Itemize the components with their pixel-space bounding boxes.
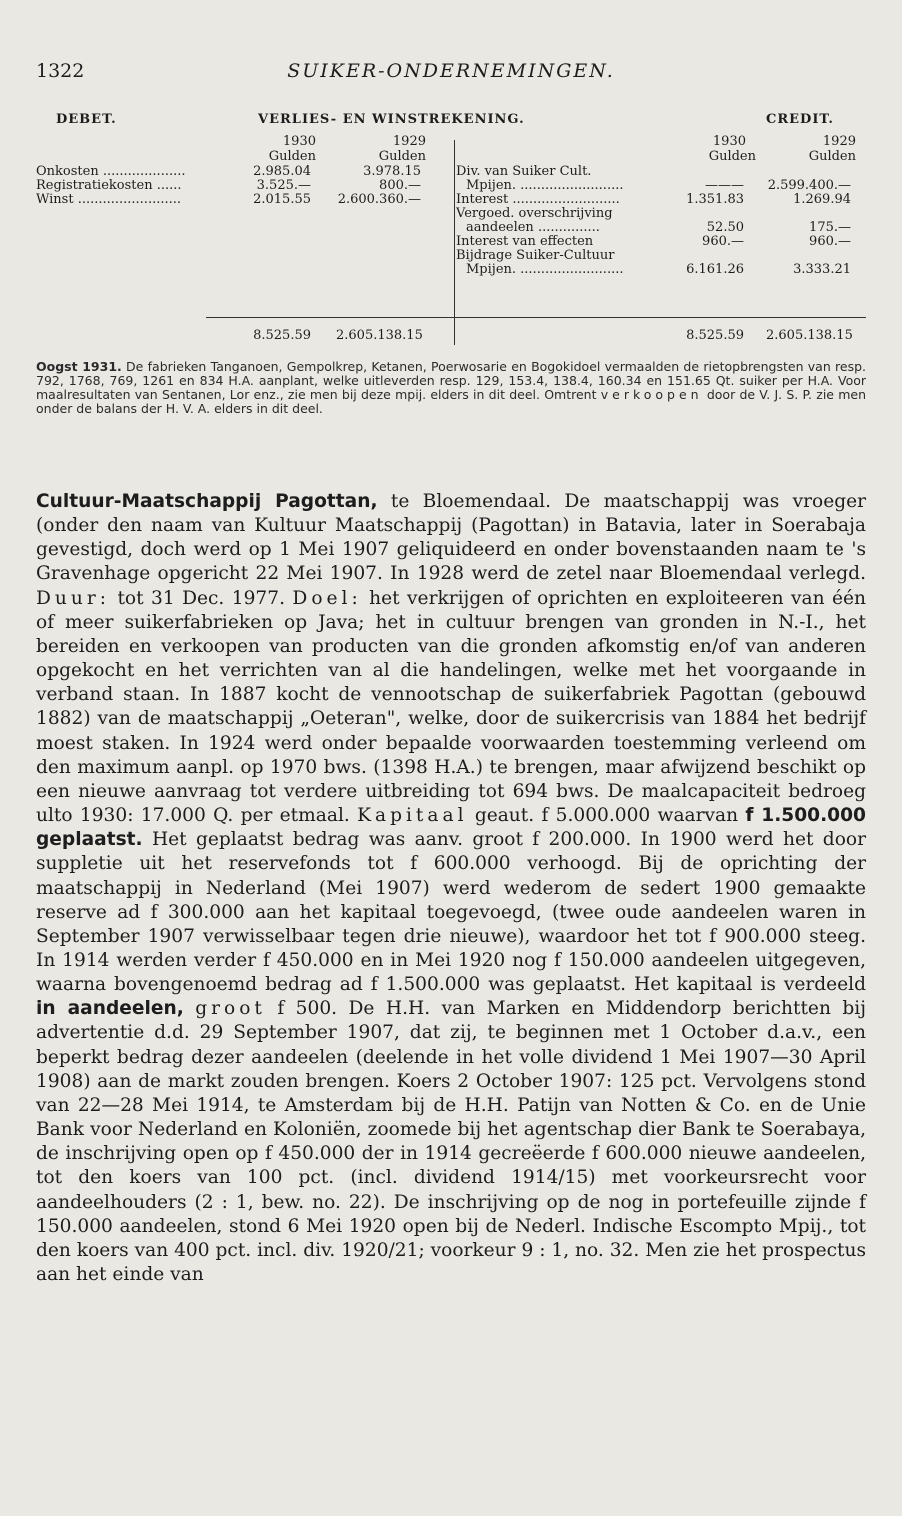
debit-row-label: Winst ......................... [36, 192, 182, 207]
currency-header: Gulden [268, 149, 316, 164]
year-header: 1930 [712, 134, 746, 149]
column-divider [454, 140, 455, 345]
placed-capital: f 1.500.000 geplaatst. [36, 805, 866, 851]
credit-value: ——— [705, 178, 744, 193]
total-rule [206, 317, 456, 318]
credit-value: 52.50 [706, 220, 744, 235]
harvest-text: De fabrieken Tanganoen, Gempolkrep, Ketanen, Poerwosarie en Bogokidoel vermaalden de rietopbrengsten van resp. 792, 1768, 769, 1261 en 834 H.A. aanplant, welke uitleverden resp. 129, 153.4, 138.4, 160.34 en 151.65 Qt. suiker per H.A. Voor maalresultaten van Sentanen, Lor enz., zie men bij deze mpij. elders in dit deel. Omtrent [36, 359, 866, 402]
credit-value: 1.351.83 [686, 192, 744, 207]
credit-heading: CREDIT. [766, 112, 834, 127]
credit-value: 960.— [809, 234, 851, 249]
debit-value: 2.600.360.— [337, 192, 421, 207]
total-rule [456, 317, 866, 318]
debit-total: 8.525.59 [253, 328, 311, 343]
credit-total: 2.605.138.15 [766, 328, 853, 343]
debit-total: 2.605.138.15 [336, 328, 423, 343]
harvest-note [36, 360, 866, 416]
credit-row-label: Div. van Suiker Cult. [456, 164, 592, 179]
company-name: Cultuur-Maatschappij Pagottan, [36, 491, 378, 512]
credit-value: 3.333.21 [793, 262, 851, 277]
debit-value: 2.985.04 [253, 164, 311, 179]
credit-value: 6.161.26 [686, 262, 744, 277]
credit-row-label: Interest .......................... [456, 192, 620, 207]
credit-value: 960.— [702, 234, 744, 249]
currency-header: Gulden [808, 149, 856, 164]
harvest-spaced-word: verkoopen [600, 387, 703, 402]
credit-total: 8.525.59 [686, 328, 744, 343]
year-header: 1929 [392, 134, 426, 149]
company-entry [36, 490, 866, 1287]
credit-row-label: aandeelen ............... [466, 220, 600, 235]
running-title: SUIKER-ONDERNEMINGEN. [287, 60, 615, 82]
aandeelen-label: in aandeelen, [36, 998, 184, 1020]
debit-value: 800.— [379, 178, 421, 193]
duur-label: Duur: [36, 587, 111, 609]
entry-text: te Bloemendaal. De maatschappij was vroeger (onder den naam van Kultuur Maatschappij (Pagottan) in Batavia, later in Soerabaja gevestigd, doch werd op 1 Mei 1907 geliquideerd en onder bovenstaanden naam te 's Gravenhage opgericht 22 Mei 1907. In 1928 werd de zetel naar Bloemendaal verlegd. [36, 491, 866, 585]
debet-heading: DEBET. [56, 112, 117, 127]
page-number: 1322 [36, 60, 85, 82]
debit-value: 2.015.55 [253, 192, 311, 207]
groot-label: groot [195, 998, 266, 1020]
entry-text: het verkrijgen of oprichten en exploiteeren van één of meer suikerfabrieken op Java; het in cultuur brengen van gronden in N.-I., het bereiden en verkoopen van producten van die gronden afkomstig en/of van anderen opgekocht en het verrichten van al die handelingen, welke met het voorgaande in verband staan. In 1887 kocht de vennootschap de suikerfabriek Pagottan (gebouwd 1882) van de maatschappij „Oeteran", welke, door de suikercrisis van 1884 het bedrijf moest staken. In 1924 werd onder bepaalde voorwaarden toestemming verleend om den maximum aanpl. op 1970 bws. (1398 H.A.) te brengen, maar afwijzend beschikt op een nieuwe aanvraag tot verdere uitbreiding tot 694 bws. De maalcapaciteit bedroeg ulto 1930: 17.000 Q. per etmaal. [36, 587, 866, 827]
debit-row-label: Registratiekosten ...... [36, 178, 182, 193]
entry-text: f 500. De H.H. van Marken en Middendorp berichtten bij advertentie d.d. 29 September 1907, dat zij, te beginnen met 1 October d.a.v., een beperkt bedrag dezer aandeelen (deelende in het volle dividend 1 Mei 1907—30 April 1908) aan de markt zouden brengen. Koers 2 October 1907: 125 pct. Vervolgens stond van 22—28 Mei 1914, te Amsterdam bij de H.H. Patijn van Notten & Co. en de Unie Bank voor Nederland en Koloniën, zoomede bij het agentschap dier Bank te Soerabaya, de inschrijving open op f 450.000 der in 1914 gecreëerde f 600.000 nieuwe aandeelen, tot den koers van 100 pct. (incl. dividend 1914/15) met voorkeursrecht voor aandeelhouders (2 : 1, bew. no. 22). De inschrijving op de nog in portefeuille zijnde f 150.000 aandeelen, stond 6 Mei 1920 open bij de Nederl. Indische Escompto Mpij., tot den koers van 400 pct. incl. div. 1920/21; voorkeur 9 : 1, no. 32. Men zie het prospectus aan het einde van [36, 998, 866, 1285]
debit-value: 3.978.15 [363, 164, 421, 179]
credit-value: 175.— [809, 220, 851, 235]
debit-row-label: Onkosten .................... [36, 164, 186, 179]
entry-text: Het geplaatst bedrag was aanv. groot f 200.000. In 1900 werd het door suppletie uit het reservefonds tot f 600.000 verhoogd. Bij de oprichting der maatschappij in Nederland (Mei 1907) werd wederom de sedert 1900 gemaakte reserve ad f 300.000 aan het kapitaal toegevoegd, (twee oude aandeelen waren in September 1907 verwisselbaar tegen drie nieuwe), waardoor het tot f 900.000 steeg. In 1914 werden verder f 450.000 en in Mei 1920 nog f 150.000 aandeelen uitgegeven, waarna bovengenoemd bedrag ad f 1.500.000 was geplaatst. Het kapitaal is verdeeld [36, 829, 866, 996]
currency-header: Gulden [378, 149, 426, 164]
credit-value: 1.269.94 [793, 192, 851, 207]
year-header: 1930 [282, 134, 316, 149]
kapitaal-label: Kapitaal [357, 805, 468, 827]
credit-row-label: Bijdrage Suiker-Cultuur [456, 248, 615, 263]
debit-value: 3.525.— [256, 178, 311, 193]
entry-text: geaut. f 5.000.000 waarvan [467, 805, 746, 827]
harvest-heading: Oogst 1931. [36, 359, 122, 374]
harvest-text: door de V. J. S. P. zie men onder de balans der H. V. A. elders in dit deel. [36, 387, 867, 416]
doel-label: Doel: [292, 587, 362, 609]
credit-row-label: Mpijen. ......................... [466, 178, 624, 193]
credit-value: 2.599.400.— [767, 178, 851, 193]
year-header: 1929 [822, 134, 856, 149]
credit-row-label: Interest van effecten [456, 234, 594, 249]
credit-row-label: Vergoed. overschrijving [456, 206, 613, 221]
account-title: VERLIES- EN WINSTREKENING. [258, 112, 525, 127]
entry-text: tot 31 Dec. 1977. [110, 587, 293, 609]
credit-row-label: Mpijen. ......................... [466, 262, 624, 277]
currency-header: Gulden [708, 149, 756, 164]
